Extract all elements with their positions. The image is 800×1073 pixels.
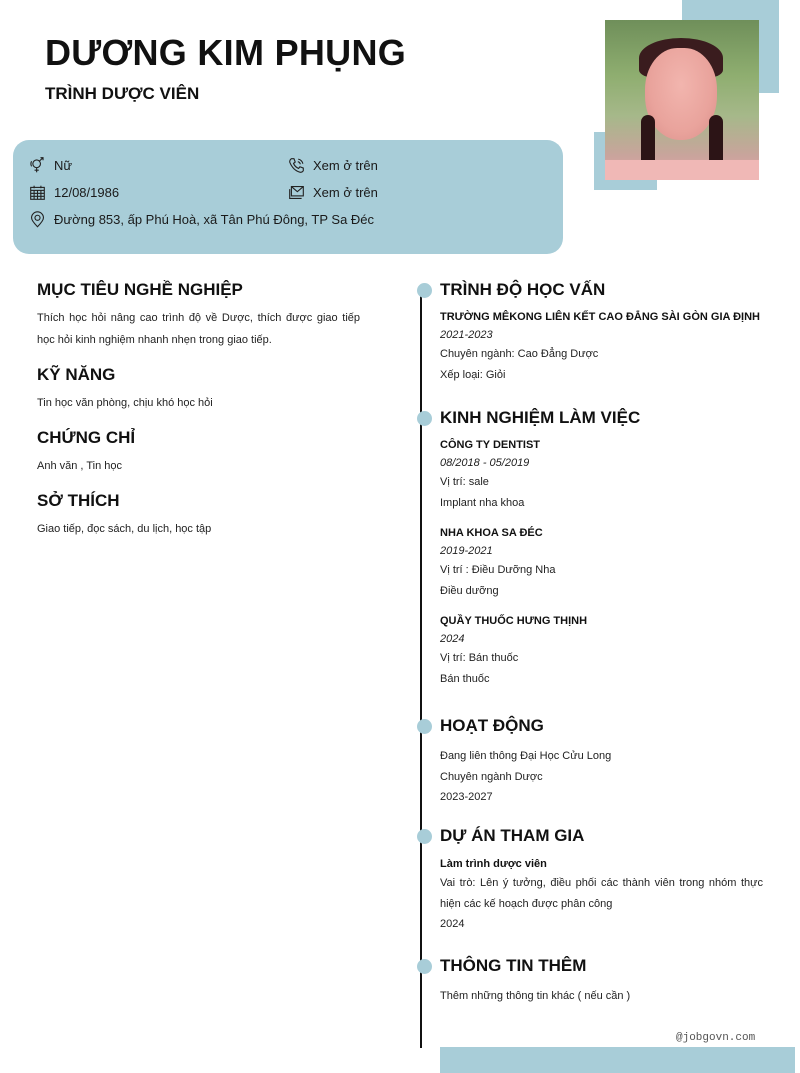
contact-phone <box>287 156 378 174</box>
project-name: Làm trình dược viên <box>440 858 547 870</box>
photo-face <box>645 48 717 140</box>
activity-detail: Chuyên ngành Dược <box>440 770 543 783</box>
work-detail: Bán thuốc <box>440 672 490 685</box>
activity-detail: 2023-2027 <box>440 791 493 803</box>
section-career-objective <box>37 280 360 351</box>
gender-value: Nữ <box>54 157 73 173</box>
calendar-icon <box>28 183 46 201</box>
work-period: 2019-2021 <box>440 545 493 557</box>
section-text: Tin học văn phòng, chịu khó học hỏi <box>37 397 213 409</box>
timeline-dot <box>417 411 432 426</box>
timeline-dot <box>417 829 432 844</box>
company-name: QUẦY THUỐC HƯNG THỊNH <box>440 615 588 627</box>
section-work-experience <box>417 408 767 700</box>
contact-address <box>28 210 374 228</box>
contact-gender <box>28 156 72 174</box>
phone-icon <box>287 156 305 174</box>
section-hobbies <box>37 491 360 540</box>
birthday-value: 12/08/1986 <box>54 184 120 200</box>
education-detail: Xếp loại: Giỏi <box>440 368 506 381</box>
phone-value[interactable]: Xem ở trên <box>313 157 378 173</box>
contact-birthday <box>28 183 119 201</box>
section-skills <box>37 365 360 414</box>
school-name: TRƯỜNG MÊKONG LIÊN KẾT CAO ĐẲNG SÀI GÒN GIA ĐỊNH <box>440 311 760 323</box>
job-title: TRÌNH DƯỢC VIÊN <box>45 84 200 103</box>
section-title: TRÌNH ĐỘ HỌC VẤN <box>440 280 606 299</box>
project-detail: 2024 <box>440 918 465 930</box>
activity-detail: Đang liên thông Đại Học Cửu Long <box>440 750 612 762</box>
watermark: @jobgovn.com <box>676 1032 756 1044</box>
project-detail: Vai trò: Lên ý tưởng, điều phối các thành viên trong nhóm thực hiện các kế hoạch được phân công <box>440 877 763 910</box>
project-entry <box>440 855 763 935</box>
candidate-name: DƯƠNG KIM PHỤNG <box>45 32 407 73</box>
email-value[interactable]: Xem ở trên <box>313 184 378 200</box>
section-title: KINH NGHIỆM LÀM VIỆC <box>440 408 641 427</box>
work-detail: Điều dưỡng <box>440 584 499 597</box>
experience-entry <box>440 524 763 601</box>
work-detail: Vị trí: Bán thuốc <box>440 652 519 664</box>
section-certificates <box>37 428 360 477</box>
company-name: NHA KHOA SA ĐÉC <box>440 527 543 539</box>
contact-email <box>287 183 378 201</box>
location-pin-icon <box>28 210 46 228</box>
work-detail: Implant nha khoa <box>440 496 525 509</box>
activity-entry <box>440 746 763 808</box>
decorative-bottom-bar <box>440 1047 795 1073</box>
additional-entry <box>440 986 763 1007</box>
section-title: DỰ ÁN THAM GIA <box>440 826 585 845</box>
section-projects <box>417 826 767 946</box>
company-name: CÔNG TY DENTIST <box>440 439 541 451</box>
additional-detail: Thêm những thông tin khác ( nếu cần ) <box>440 990 631 1002</box>
timeline-dot <box>417 959 432 974</box>
section-text: Thích học hỏi nâng cao trình độ về Dược, thích được giao tiếp học hỏi kinh nghiệm nhanh nhẹn trong giao tiếp. <box>37 312 360 346</box>
education-period: 2021-2023 <box>440 329 493 341</box>
profile-photo <box>605 20 759 180</box>
work-period: 2024 <box>440 633 465 645</box>
gender-icon <box>28 156 46 174</box>
work-detail: Vị trí : Điều Dưỡng Nha <box>440 564 556 576</box>
education-detail: Chuyên ngành: Cao Đẳng Dược <box>440 348 599 360</box>
section-title: HOẠT ĐỘNG <box>440 716 544 735</box>
photo-shirt <box>605 160 759 180</box>
email-icon <box>287 183 305 201</box>
section-title: CHỨNG CHỈ <box>37 428 136 447</box>
contact-info-box <box>13 140 563 254</box>
section-additional-info <box>417 956 767 1018</box>
section-title: SỞ THÍCH <box>37 491 120 510</box>
experience-entry <box>440 436 763 513</box>
section-title: THÔNG TIN THÊM <box>440 956 587 975</box>
work-detail: Vị trí: sale <box>440 476 489 488</box>
section-activities <box>417 716 767 819</box>
timeline-dot <box>417 719 432 734</box>
address-value: Đường 853, ấp Phú Hoà, xã Tân Phú Đông, TP Sa Đéc <box>54 211 375 227</box>
section-title: KỸ NĂNG <box>37 365 116 384</box>
section-title: MỤC TIÊU NGHỀ NGHIỆP <box>37 280 243 299</box>
education-entry <box>440 308 763 385</box>
section-education <box>417 280 767 396</box>
timeline-dot <box>417 283 432 298</box>
section-text: Giao tiếp, đọc sách, du lịch, học tập <box>37 523 212 535</box>
work-period: 08/2018 - 05/2019 <box>440 457 530 469</box>
left-column <box>37 280 360 554</box>
section-text: Anh văn , Tin học <box>37 460 122 472</box>
experience-entry <box>440 612 763 689</box>
